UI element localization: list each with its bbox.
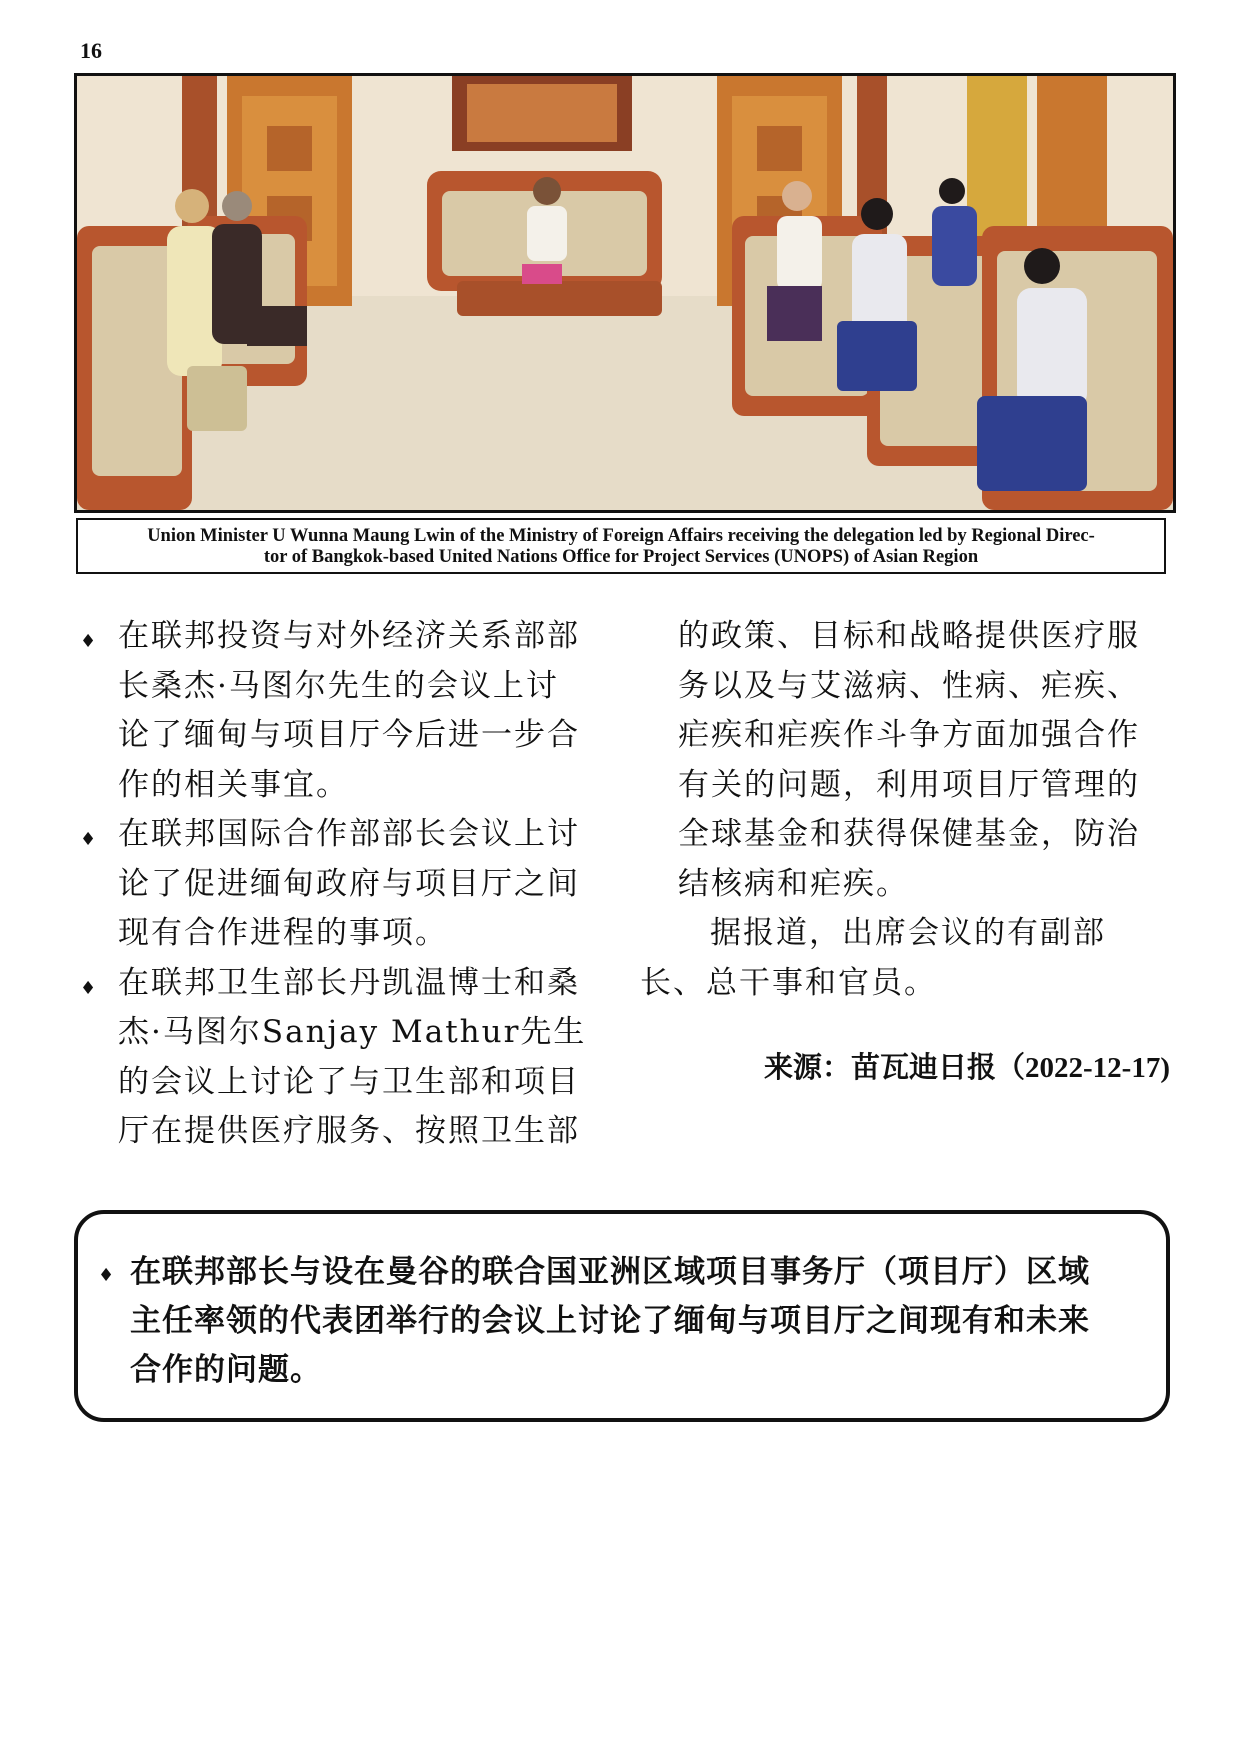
- text-line: 论了缅甸与项目厅今后进一步合: [118, 717, 580, 753]
- summary-line: 主任率领的代表团举行的会议上讨论了缅甸与项目厅之间现有和未来: [130, 1303, 1090, 1339]
- summary-text: [98, 1248, 1150, 1395]
- source-citation: 来源：苗瓦迪日报（2022-12-17): [764, 1052, 1170, 1084]
- meeting-photo: [74, 73, 1176, 513]
- text-line: 现有合作进程的事项。: [118, 915, 448, 951]
- caption-line-2: tor of Bangkok-based United Nations Office for Project Services (UNOPS) of Asian Region: [263, 547, 979, 567]
- text-line: 长、总干事和官员。: [640, 964, 937, 1001]
- bullet-icon: ♦: [80, 631, 99, 652]
- text-line: 长桑杰·马图尔先生的会议上讨: [118, 667, 559, 704]
- text-line: 全球基金和获得保健基金，防治: [678, 816, 1140, 852]
- text-line: 论了促进缅甸政府与项目厅之间: [118, 865, 580, 902]
- bullet-icon: ♦: [98, 1265, 116, 1286]
- bullet-icon: ♦: [80, 829, 99, 850]
- attendance-paragraph: [640, 909, 1170, 1008]
- text-line: 结核病和疟疾。: [678, 865, 909, 902]
- list-item: [78, 810, 608, 959]
- text-line: 作的相关事宜。: [118, 766, 349, 803]
- text-line: 有关的问题，利用项目厅管理的: [678, 766, 1140, 803]
- left-column: [78, 612, 608, 1157]
- text-line: 在联邦国际合作部部长会议上讨: [118, 816, 580, 852]
- page-number: 16: [80, 38, 102, 63]
- text-line: 在联邦投资与对外经济关系部部: [118, 618, 580, 654]
- text-line: 据报道，出席会议的有副部: [710, 915, 1106, 951]
- meeting-photo-illustration: [77, 76, 1173, 510]
- list-item: [78, 612, 608, 810]
- text-line: 务以及与艾滋病、性病、疟疾、: [678, 667, 1140, 704]
- continued-paragraph: [640, 612, 1170, 909]
- text-line: 疟疾和疟疾作斗争方面加强合作: [678, 717, 1140, 753]
- bullet-icon: ♦: [80, 977, 99, 999]
- text-line: 的政策、目标和战略提供医疗服: [678, 618, 1140, 654]
- text-line: 杰·马图尔Sanjay Mathur先生: [118, 1014, 587, 1050]
- text-line: 厅在提供医疗服务、按照卫生部: [118, 1113, 580, 1149]
- photo-caption: [76, 518, 1166, 574]
- right-column: [640, 612, 1170, 1094]
- list-item: [78, 959, 608, 1157]
- summary-line: 合作的问题。: [130, 1352, 322, 1388]
- text-line: 在联邦卫生部长丹凯温博士和桑: [118, 964, 580, 1001]
- caption-line-1: Union Minister U Wunna Maung Lwin of the Ministry of Foreign Affairs receiving the delegation led by Regional Direc-: [147, 526, 1095, 546]
- summary-box: [74, 1210, 1170, 1422]
- text-line: 的会议上讨论了与卫生部和项目: [118, 1063, 580, 1100]
- summary-line: 在联邦部长与设在曼谷的联合国亚洲区域项目事务厅（项目厅）区域: [130, 1254, 1090, 1290]
